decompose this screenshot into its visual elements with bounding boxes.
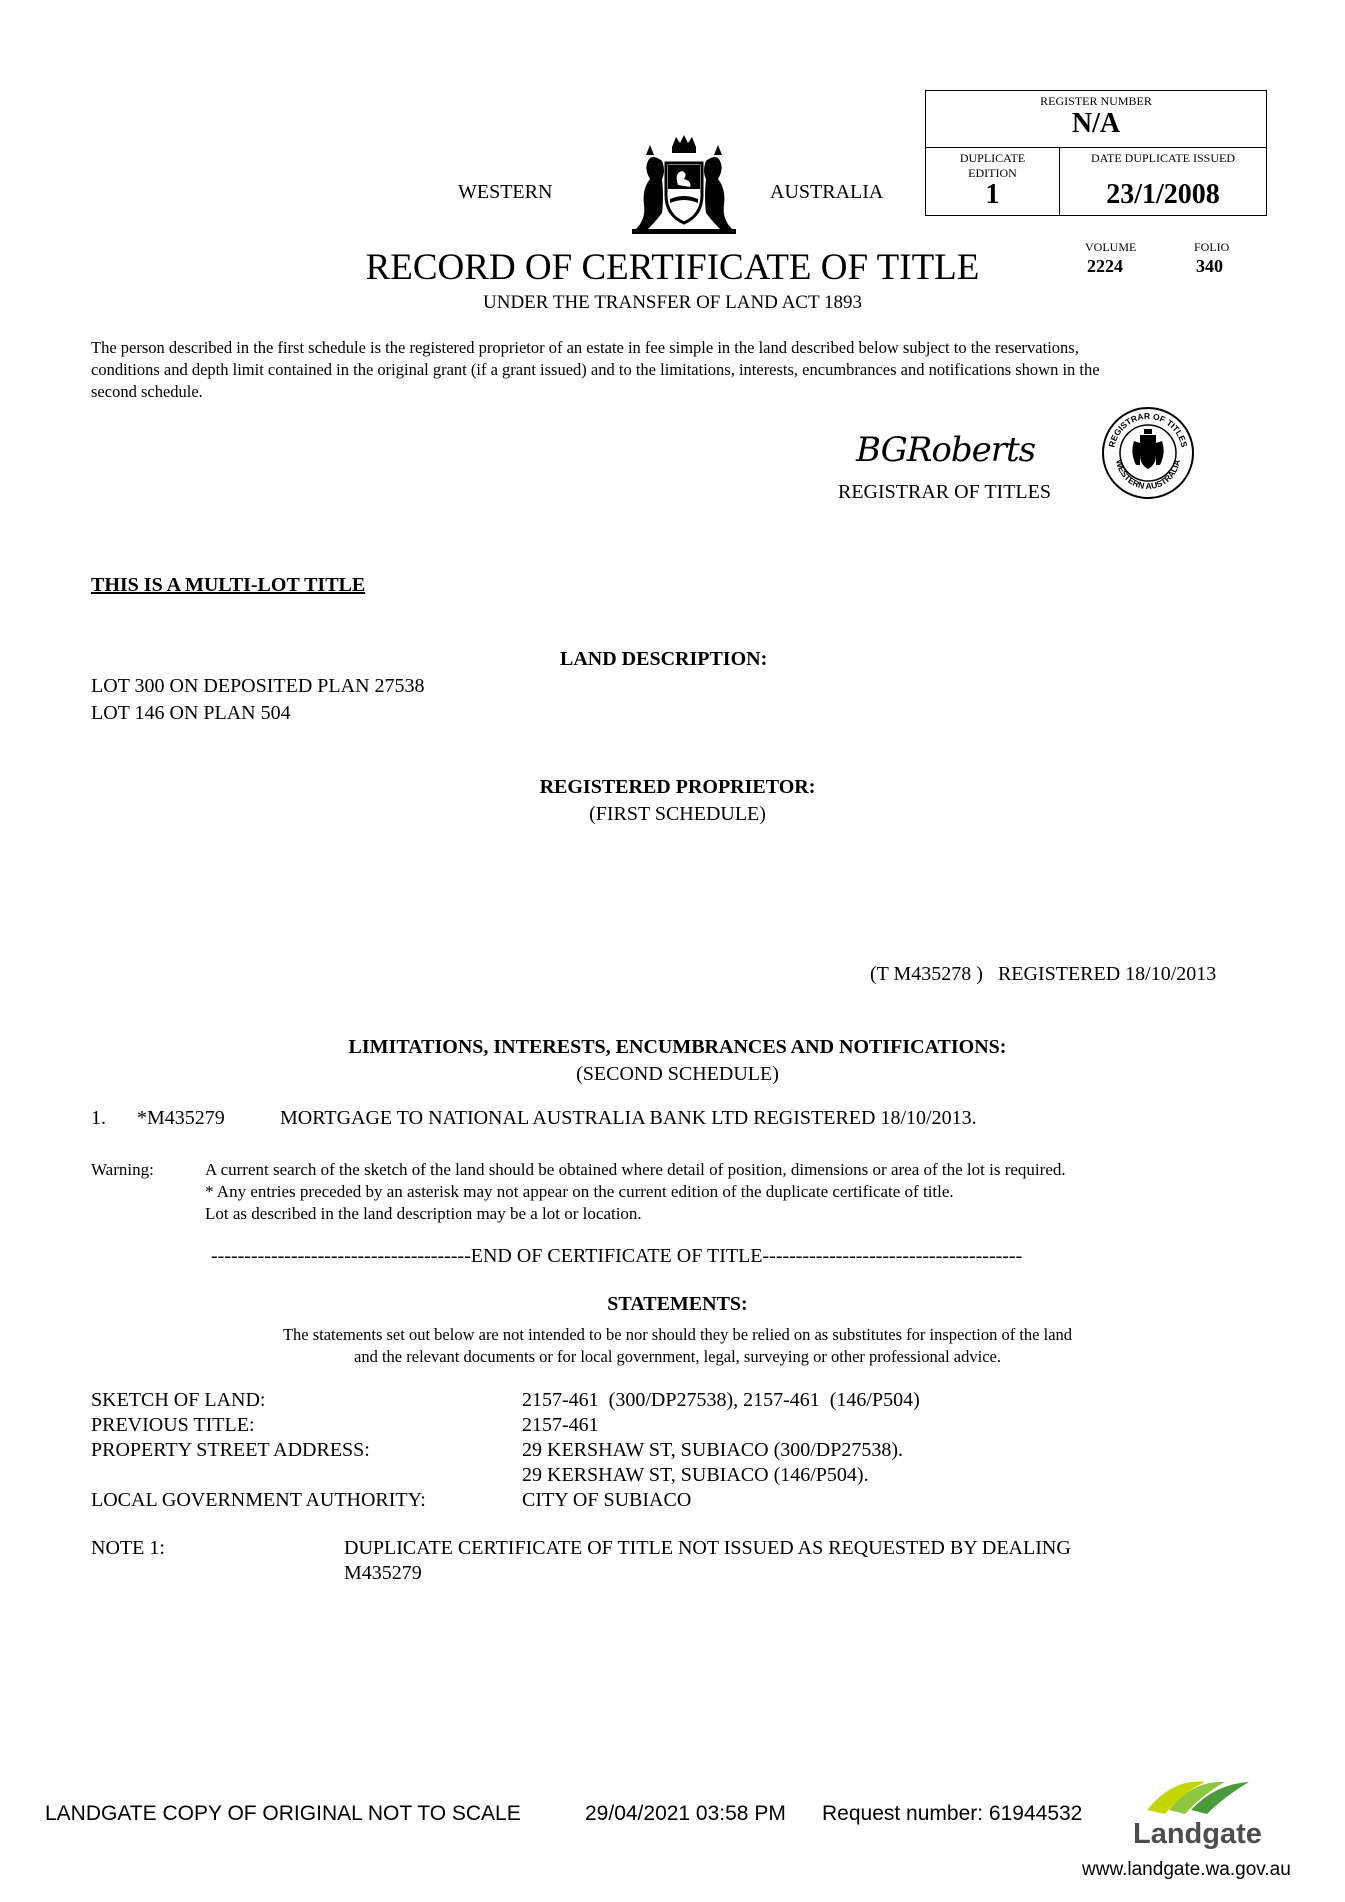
statements-heading: STATEMENTS: (607, 1293, 748, 1315)
statement-value: 2157-461 (522, 1414, 599, 1436)
landgate-logo-icon (1143, 1770, 1253, 1820)
landgate-brand: Landgate (1133, 1818, 1262, 1850)
volume-label: VOLUME (1085, 240, 1137, 254)
second-schedule-label: (SECOND SCHEDULE) (576, 1063, 779, 1085)
register-number-label: REGISTER NUMBER (1040, 94, 1152, 108)
volume-value: 2224 (1087, 256, 1123, 276)
schedule-item-number: 1. (91, 1107, 106, 1129)
footer-datetime: 29/04/2021 03:58 PM (585, 1802, 786, 1825)
first-schedule-label: (FIRST SCHEDULE) (589, 803, 766, 825)
land-line: LOT 300 ON DEPOSITED PLAN 27538 (91, 675, 425, 697)
statements-intro: The statements set out below are not intended to be nor should they be relied on as substitutes for inspection of the land (282, 1325, 1073, 1344)
warning-line: * Any entries preceded by an asterisk may not appear on the current edition of the duplicate certificate of title. (205, 1182, 954, 1201)
schedule-item-ref: *M435279 (137, 1107, 225, 1129)
registered-proprietor-heading: REGISTERED PROPRIETOR: (539, 776, 816, 798)
duplicate-edition-label-2: EDITION (968, 166, 1017, 180)
intro-paragraph: The person described in the first schedule is the registered proprietor of an estate in fee simple in the land described below subject to the reservations, conditions and depth limit contained in the original grant (if a grant issued) and to the limitations, interests, encumbrances and notifications shown in the second schedule. (91, 338, 1100, 401)
footer-copy-text: LANDGATE COPY OF ORIGINAL NOT TO SCALE (45, 1802, 521, 1825)
coat-of-arms-icon (622, 133, 746, 237)
warning-label: Warning: (91, 1160, 154, 1179)
statement-value: CITY OF SUBIACO (522, 1489, 692, 1511)
warning-line: Lot as described in the land description may be a lot or location. (205, 1204, 642, 1223)
seal-text-bottom: WESTERN AUSTRALIA (1113, 458, 1182, 492)
seal-text-top: REGISTRAR OF TITLES (1106, 410, 1190, 449)
note-text: DUPLICATE CERTIFICATE OF TITLE NOT ISSUED AS REQUESTED BY DEALING (344, 1537, 1071, 1559)
header-western: WESTERN (458, 181, 553, 203)
duplicate-edition-value: 1 (985, 179, 1000, 210)
second-schedule-heading: LIMITATIONS, INTERESTS, ENCUMBRANCES AND NOTIFICATIONS: (348, 1036, 1007, 1058)
register-number-value: N/A (1071, 108, 1121, 139)
note-text: M435279 (344, 1562, 422, 1584)
registrar-signature (856, 430, 1035, 470)
divider (926, 147, 1266, 148)
document-subtitle: UNDER THE TRANSFER OF LAND ACT 1893 (483, 292, 862, 313)
statement-label: PROPERTY STREET ADDRESS: (91, 1439, 370, 1461)
folio-value: 340 (1196, 256, 1223, 276)
folio-label: FOLIO (1194, 240, 1230, 254)
landgate-url[interactable]: www.landgate.wa.gov.au (1082, 1859, 1291, 1880)
duplicate-edition-label: DUPLICATE (959, 151, 1026, 165)
warning-line: A current search of the sketch of the land should be obtained where detail of position, dimensions or area of the lot is required. (205, 1160, 1066, 1179)
proprietor-reference: (T M435278 ) REGISTERED 18/10/2013 (870, 963, 1217, 985)
statement-value: 29 KERSHAW ST, SUBIACO (300/DP27538). (522, 1439, 904, 1461)
registrar-seal-icon (1100, 405, 1196, 501)
land-description-heading: LAND DESCRIPTION: (560, 648, 768, 670)
land-line: LOT 146 ON PLAN 504 (91, 702, 291, 724)
statement-value: 2157-461 (300/DP27538), 2157-461 (146/P504) (522, 1389, 920, 1411)
register-box (925, 90, 1267, 216)
date-issued-value: 23/1/2008 (1106, 179, 1220, 210)
statement-label: SKETCH OF LAND: (91, 1389, 266, 1411)
statement-label: LOCAL GOVERNMENT AUTHORITY: (91, 1489, 426, 1511)
multi-lot-title: THIS IS A MULTI-LOT TITLE (91, 574, 366, 596)
statements-intro: and the relevant documents or for local government, legal, surveying or other professional advice. (354, 1347, 1001, 1366)
footer-request-number: Request number: 61944532 (822, 1802, 1083, 1825)
signature-text: BGRoberts (856, 430, 1036, 470)
registrar-label: REGISTRAR OF TITLES (838, 481, 1051, 503)
note-label: NOTE 1: (91, 1537, 165, 1559)
header-australia: AUSTRALIA (770, 181, 884, 203)
schedule-item-text: MORTGAGE TO NATIONAL AUSTRALIA BANK LTD REGISTERED 18/10/2013. (280, 1107, 977, 1129)
end-of-certificate-line: ---------------------------------------END OF CERTIFICATE OF TITLE--------------------------------------- (211, 1245, 1023, 1267)
statement-label: PREVIOUS TITLE: (91, 1414, 255, 1436)
document-title: RECORD OF CERTIFICATE OF TITLE (365, 247, 980, 288)
date-issued-label: DATE DUPLICATE ISSUED (1091, 151, 1235, 165)
statement-value: 29 KERSHAW ST, SUBIACO (146/P504). (522, 1464, 869, 1486)
